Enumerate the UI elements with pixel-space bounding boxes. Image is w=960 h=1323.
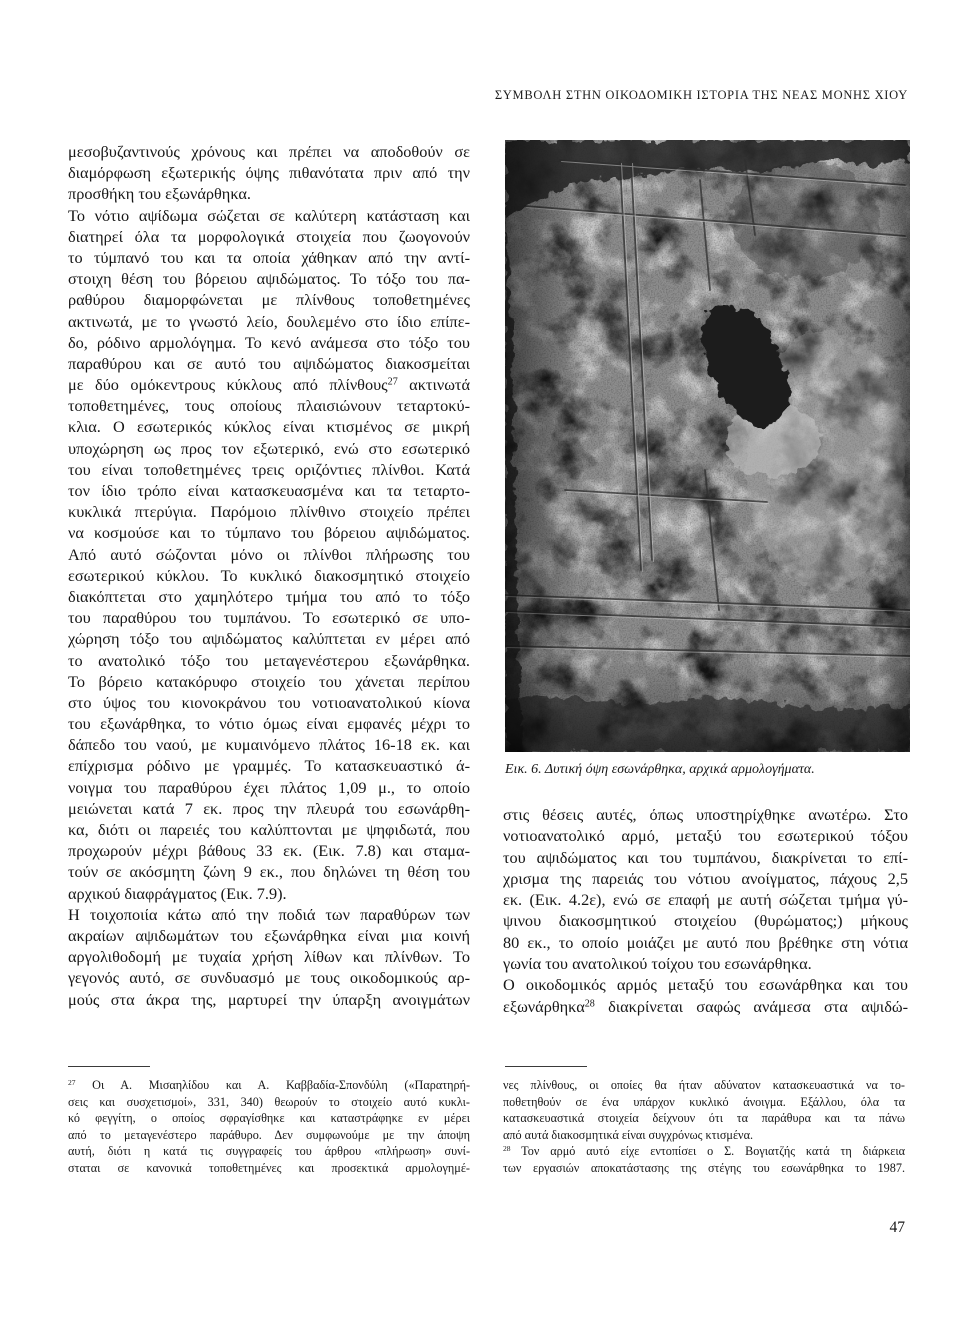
figure-caption: Εικ. 6. Δυτική όψη εσωνάρθηκα, αρχικά αρμολογήματα. [505, 762, 815, 777]
body-text-line: του εξωνάρθηκα, το νότιο όμως είναι εμφανές μέχρι το [68, 714, 470, 734]
footnote-marker: 28 [503, 1144, 511, 1154]
footnote-line: σταται σε κανονικά τοποθετημένες και προσεκτικά αρμολογημέ- [68, 1160, 470, 1175]
body-text-line: διαμόρφωση εξωτερικής όψης πιθανότατα πριν από την [68, 163, 470, 183]
body-text-line: αρχικού διαφράγματος (Εικ. 7.9). [68, 883, 287, 903]
body-text-line [503, 996, 908, 1017]
body-text-line: δο, ρόδινο αρμολόγημα. Το κενό ανάμεσα στο τόξο του [68, 332, 470, 352]
body-text-line: του παραθύρου του τυμπάνου. Το εσωτερικό σε υπο- [68, 608, 470, 628]
body-text-line: κυκλικά πτερύγια. Παρόμοιο πλίνθινο στοιχείο πρέπει [68, 502, 470, 522]
body-text-line: 80 εκ., το οποίο μοιάζει με αυτό που βρέθηκε στη νότια [503, 932, 908, 952]
body-text-line: κα, διότι οι παρειές του καλύπτονται με ψηφιδωτά, που [68, 820, 470, 839]
body-text-line: τον ίδιο τρόπο είναι κατασκευασμένα και τα τεταρτο- [68, 481, 470, 500]
body-text-line: κλια. Ο εσωτερικός κύκλος είναι κτισμένος σε μικρή [68, 417, 470, 437]
body-text-line: μεσοβυζαντινούς χρόνους και πρέπει να αποδοθούν σε [68, 142, 470, 161]
body-text-line: προχωρούν μέχρι βάθους 33 εκ. (Εικ. 7.8) και σταμα- [68, 841, 470, 861]
body-text-line: να κοσμούσε και το τύμπανο του βόρειου αψιδώματος. [68, 523, 470, 543]
wall-photo [505, 140, 910, 752]
footnotes-left-column [68, 1077, 470, 1177]
body-text-line: τούν σε ακόσμητη ζώνη 9 εκ., που δηλώνει τη θέση του [68, 862, 470, 882]
body-text-line: στις θέσεις αυτές, όπως υποστηρίχθηκε ανωτέρω. Στο [503, 805, 908, 824]
text-span: ακτινωτά [397, 375, 470, 395]
footnote-marker: 27 [387, 376, 398, 388]
body-text-line: γεγονός αυτό, σε συνδυασμό με τους οικοδομικούς αρ- [68, 968, 470, 988]
body-text-line: το τύμπανό του και τα οποία χάθηκαν από την αντί- [68, 247, 470, 267]
body-text-line [68, 374, 470, 395]
footnote-rule [68, 1066, 150, 1067]
footnote-line: νες πλίνθους, οι οποίες θα ήταν αδύνατον κατασκευαστικά να το- [503, 1078, 905, 1092]
body-text-line: Ο οικοδομικός αρμός μεταξύ του εσωνάρθηκα και του [503, 975, 908, 995]
footnote-line: ποθετηθούν σε ένα υπάρχον κυκλικό άνοιγμα. Εξάλλου, όλα τα [503, 1094, 905, 1109]
text-span: Οι Α. Μισαηλίδου και Α. Καββαδία-Σπονδύλη («Παρατηρή- [75, 1078, 470, 1092]
body-text-left-column [68, 141, 470, 1010]
body-text-line: προσθήκη του εξωνάρθηκα. [68, 184, 251, 204]
body-text-line: γωνία του ανατολικού τοίχου του εσωνάρθηκα. [503, 954, 812, 974]
footnote-line: των εργασιών αποκατάστασης της στέγης του εσωνάρθηκα το 1987. [503, 1160, 905, 1175]
body-text-line: Η τοιχοποιία κάτω από την ποδιά των παραθύρων των [68, 904, 470, 924]
footnote-line: σεις και συσχετισμοί», 331, 340) θεωρούν το στοιχείο αυτό κυκλι- [68, 1094, 470, 1109]
body-text-line: νοτιοανατολικό αρμό, μεταξύ του εσωτερικού τόξου [503, 826, 908, 846]
footnote-line: αυτή, διότι η κατά τις συγγραφείς του άρθρου «πλήρωση» συνί- [68, 1144, 470, 1159]
footnotes-right-column [503, 1077, 905, 1177]
body-text-line: Το νότιο αψίδωμα σώζεται σε καλύτερη κατάσταση και [68, 205, 470, 225]
body-text-line: του αψιδώματος και του τυμπάνου, διακρίνεται το επί- [503, 847, 908, 867]
figure-photo [505, 140, 910, 752]
body-text-line: μούς στα άκρα της, μαρτυρεί την ύπαρξη ανοιγμάτων [68, 989, 470, 1009]
footnote-marker: 28 [584, 998, 595, 1010]
body-text-line: τοποθετημένες, τους οποίους πλαισιώνουν τεταρτοκύ- [68, 396, 470, 416]
text-span: με δύο ομόκεντρους κύκλους από πλίνθους [68, 375, 388, 395]
body-text-line: του είναι τοποθετημένες τρεις οριζόντιες πλίνθοι. Κατά [68, 459, 470, 479]
body-text-line: υποχώρηση ως προς τον εξωτερικό, ενώ στο εσωτερικό [68, 438, 470, 458]
body-text-line: Από αυτό σώζονται μόνο οι πλίνθοι πλήρωσης του [68, 544, 470, 564]
page-number: 47 [889, 1219, 905, 1236]
body-text-line: το ανατολικό τόξο του μεταγενέστερου εξωνάρθηκα. [68, 650, 470, 670]
body-text-line: ψινου διακοσμητικού στοιχείου (θυρώματος;) μήκους [503, 911, 908, 931]
body-text-line: εσωτερικού κύκλου. Το κυκλικό διακοσμητικό στοιχείο [68, 565, 470, 585]
body-text-line: χώρηση τόξο του αψιδώματος καλύπτεται εν μέρει από [68, 629, 470, 649]
body-text-line: διατηρεί όλα τα μορφολογικά στοιχεία που ζωογονούν [68, 226, 470, 246]
body-text-line: παραθύρου και σε αυτό του αψιδώματος διακοσμείται [68, 353, 470, 373]
body-text-line: επίχρισμα ρόδινο με γραμμές. Το κατασκευαστικό ά- [68, 756, 470, 776]
footnote-line [503, 1143, 905, 1160]
footnote-line: από αυτά διακοσμητικά είναι συγχρόνως κτισμένα. [503, 1127, 754, 1142]
body-text-line: διακόπτεται στο χαμηλότερο τμήμα του από το τόξο [68, 586, 470, 606]
text-span: εξωνάρθηκα [503, 996, 585, 1016]
body-text-line: νοιγμα του παραθύρου έχει πλάτος 1,09 μ., το οποίο [68, 777, 470, 797]
footnote-line: κό φεγγίτη, ο οποίος σφραγίσθηκε και καταστράφηκε εν μέρει [68, 1111, 470, 1126]
body-text-line: ακραίων αψιδωμάτων του εξωνάρθηκα είναι μια κοινή [68, 925, 470, 945]
text-span: διακρίνεται σαφώς ανάμεσα στα αψιδώ- [594, 996, 908, 1016]
footnote-marker: 27 [68, 1077, 76, 1087]
footnote-line [68, 1077, 470, 1094]
body-text-line: ραθύρου διαμορφώνεται με πλίνθους τοποθετημένες [68, 290, 470, 310]
running-header: ΣΥΜΒΟΛΗ ΣΤΗΝ ΟΙΚΟΔΟΜΙΚΗ ΙΣΤΟΡΙΑ ΤΗΣ ΝΕΑΣ ΜΟΝΗΣ ΧΙΟΥ [494, 88, 908, 102]
body-text-line: ακτινωτά, με το γνωστό λείο, δουλεμένο στο ίδιο επίπε- [68, 311, 470, 331]
text-span: Τον αρμό αυτό είχε εντοπίσει ο Σ. Βογιατζής κατά τη διάρκεια [510, 1144, 905, 1159]
footnote-line: κατασκευαστικά στοιχεία δείχνουν ότι τα παράθυρα και τα πάνω [503, 1111, 905, 1126]
body-text-line: εκ. (Εικ. 4.2ε), ενώ σε επαφή με αυτή σώζεται τμήμα γύ- [503, 890, 908, 910]
body-text-line: αργολιθοδομή με τυχαία χρήση λίθων και πλίνθων. Το [68, 947, 470, 967]
body-text-right-column [503, 804, 908, 1017]
body-text-line: χρισμα της παρειάς του νότιου ανοίγματος, πάχους 2,5 [503, 868, 908, 888]
body-text-line: μειώνεται κατά 7 εκ. προς την πλευρά του εσωνάρθη- [68, 798, 470, 818]
footnote-rule [505, 1066, 587, 1067]
footnote-line: από το μεταγενέστερο παράθυρο. Δεν συμφωνούμε με την άποψη [68, 1127, 470, 1142]
body-text-line: Το βόρειο κατακόρυφο στοιχείο του χάνεται περίπου [68, 671, 470, 691]
body-text-line: στοιχη θέση του βόρειου αψιδώματος. Το τόξο του πα- [68, 269, 470, 289]
body-text-line: στο ύψος του κιονοκράνου του νοτιοανατολικού κίονα [68, 692, 470, 712]
body-text-line: δάπεδο του ναού, με κυμαινόμενο πλάτος 16-18 εκ. και [68, 735, 470, 755]
